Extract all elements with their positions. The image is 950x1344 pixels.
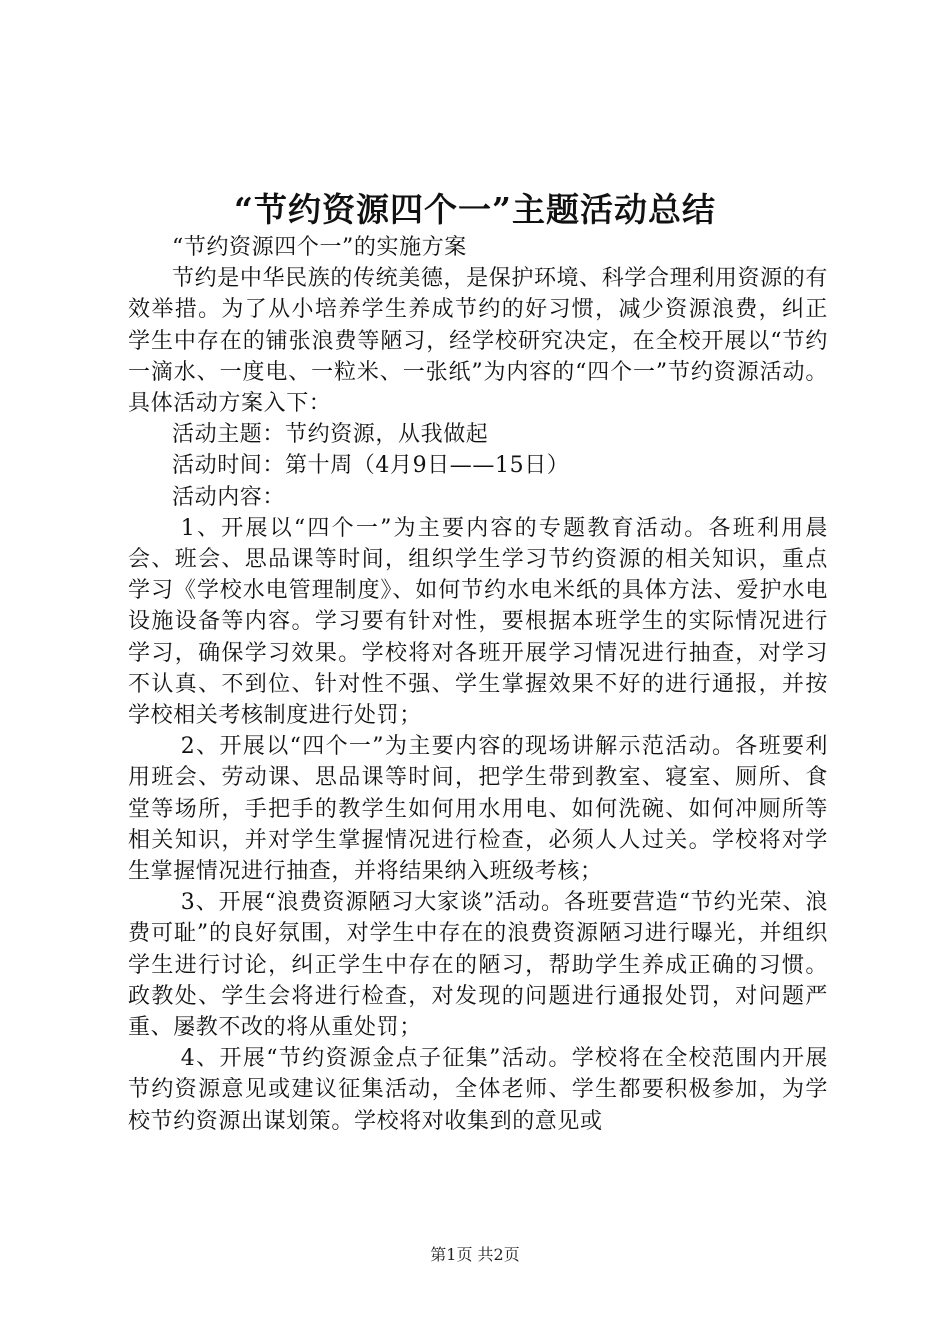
activity-content-heading: 活动内容： <box>172 484 286 510</box>
page-indicator: 第1页 共2页 <box>430 1245 520 1264</box>
document-title: “节约资源四个一”主题活动总结 <box>234 190 716 229</box>
content-item-1: 1、开展以“四个一”为主要内容的专题教育活动。各班利用晨会、班会、思品课等时间，组织学生学习节约资源的相关知识，重点学习《学校水电管理制度》、如何节约水电米纸的具体方法、爱护水电设施设备等内容。学习要有针对性，要根据本班学生的实际情况进行学习，确保学习效果。学校将对各班开展学习情况进行抽查，对学习不认真、不到位、针对性不强、学生掌握效果不好的进行通报，并按学校相关考核制度进行处罚； <box>128 515 828 729</box>
content-item-3: 3、开展“浪费资源陋习大家谈”活动。各班要营造“节约光荣、浪费可耻”的良好氛围，对学生中存在的浪费资源陋习进行曝光，并组织学生进行讨论，纠正学生中存在的陋习，帮助学生养成正确的习惯。政教处、学生会将进行检查，对发现的问题进行通报处罚，对问题严重、屡教不改的将从重处罚； <box>128 890 828 1041</box>
content-item-2: 2、开展以“四个一”为主要内容的现场讲解示范活动。各班要利用班会、劳动课、思品课等时间，把学生带到教室、寝室、厕所、食堂等场所，手把手的教学生如何用水用电、如何洗碗、如何冲厕所等相关知识，并对学生掌握情况进行检查，必须人人过关。学校将对学生掌握情况进行抽查，并将结果纳入班级考核； <box>128 734 828 885</box>
plan-subtitle: “节约资源四个一”的实施方案 <box>172 235 467 260</box>
activity-theme: 活动主题：节约资源，从我做起 <box>172 422 489 448</box>
intro-paragraph: 节约是中华民族的传统美德，是保护环境、科学合理利用资源的有效举措。为了从小培养学生养成节约的好习惯，减少资源浪费，纠正学生中存在的铺张浪费等陋习，经学校研究决定，在全校开展以“节约一滴水、一度电、一粒米、一张纸”为内容的“四个一”节约资源活动。具体活动方案入下： <box>128 266 828 417</box>
document-body <box>128 232 828 1137</box>
content-item-4: 4、开展“节约资源金点子征集”活动。学校将在全校范围内开展节约资源意见或建议征集活动，全体老师、学生都要积极参加，为学校节约资源出谋划策。学校将对收集到的意见或 <box>128 1046 828 1134</box>
activity-time: 活动时间：第十周（4月9日——15日） <box>172 453 570 479</box>
page-footer <box>0 1244 950 1266</box>
